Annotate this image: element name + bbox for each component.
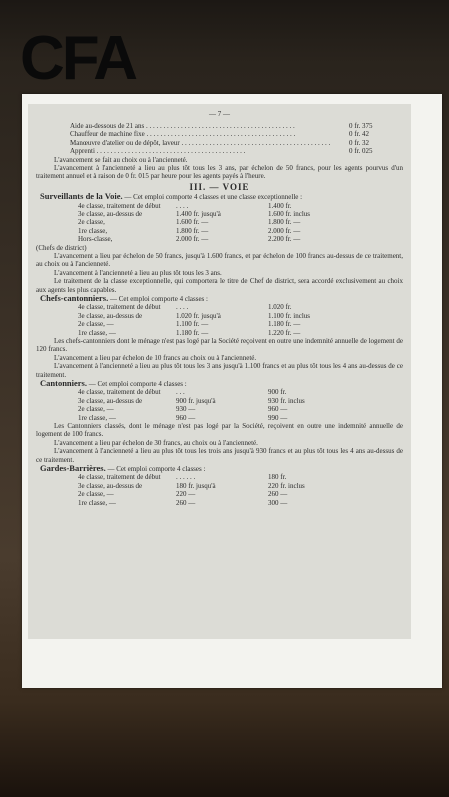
wage-amount: 0 fr. 375 xyxy=(349,122,373,130)
paragraph: L'avancement à l'ancienneté a lieu au plus tôt tous les 3 ans. xyxy=(54,268,222,277)
wage-row xyxy=(36,139,403,147)
cell: 1re classe, — xyxy=(78,413,116,422)
cell: 960 — xyxy=(268,405,288,414)
cell: 1.800 fr. — xyxy=(176,226,209,235)
wage-amount: 0 fr. 32 xyxy=(349,138,370,147)
cell: 260 — xyxy=(268,490,288,499)
section-heading: Cantonniers. xyxy=(40,378,87,389)
chefs-section xyxy=(28,294,411,379)
section-intro: — Cet emploi comporte 4 classes et une classe exceptionnelle : xyxy=(124,193,303,202)
cell: 1.600 fr. inclus xyxy=(268,210,310,219)
salary-table xyxy=(78,388,403,422)
paragraph: L'avancement a lieu par échelon de 30 francs, au choix ou à l'ancienneté. xyxy=(54,438,258,447)
paragraph: L'avancement à l'ancienneté a lieu au plus tôt tous les trois ans jusqu'à 930 francs et au plus tôt tous les 4 ans au-dessus de ce traitement. xyxy=(36,447,403,464)
table-row xyxy=(78,227,403,235)
cell: 2e classe, — xyxy=(78,320,114,329)
cell: 2e classe, — xyxy=(78,490,114,499)
cell: 4e classe, traitement de début xyxy=(78,473,161,482)
cell: 2.200 fr. — xyxy=(268,235,301,244)
table-row xyxy=(78,218,403,226)
paragraph: L'avancement à l'ancienneté a lieu au plus tôt tous les 3 ans jusqu'à 1.100 francs et au plus tôt tous les 4 ans au-dessus de ce traitement. xyxy=(36,362,403,379)
cell: . . . . . . xyxy=(176,473,196,482)
cell: 1.400 fr. xyxy=(268,201,292,210)
table-row xyxy=(78,397,403,405)
cell: 1re classe, — xyxy=(78,498,116,507)
watermark-logo: CFA xyxy=(20,24,135,93)
cell: 180 fr. xyxy=(268,473,287,482)
cell: 3e classe, au-dessus de xyxy=(78,481,143,490)
cell: 220 fr. inclus xyxy=(268,481,305,490)
cell: 1.180 fr. — xyxy=(268,320,301,329)
section-title: III. — VOIE xyxy=(189,181,250,192)
section-heading: Chefs-cantonniers. xyxy=(40,293,109,304)
cell: 1.020 fr. xyxy=(268,303,292,312)
wage-amount: 0 fr. 42 xyxy=(349,130,370,139)
table-row xyxy=(78,235,403,243)
section-intro: — Cet emploi comporte 4 classes : xyxy=(88,380,187,389)
cell: 1.180 fr. — xyxy=(176,328,209,337)
section-intro: — Cet emploi comporte 4 classes : xyxy=(107,465,206,474)
surveillants-section xyxy=(28,192,411,294)
paragraph: Les Cantonniers classés, dont le ménage n'est pas logé par la Société, reçoivent en outre une indemnité annuelle de logement de 100 francs. xyxy=(36,422,403,439)
cell: 180 fr. jusqu'à xyxy=(176,481,216,490)
cell: 3e classe, au-dessus de xyxy=(78,311,143,320)
paragraph: Le traitement de la classe exceptionnelle, qui comportera le titre de Chef de district, sera accordé exclusivement au choix aux agents les plus capables. xyxy=(36,277,403,294)
cell: 4e classe, traitement de début xyxy=(78,388,161,397)
paragraph: Les chefs-cantonniers dont le ménage n'est pas logé par la Société reçoivent en outre une indemnité annuelle de logement de 120 francs. xyxy=(36,337,403,354)
cantonniers-section xyxy=(28,379,411,464)
cell: 1.020 fr. jusqu'à xyxy=(176,311,221,320)
cell: 990 — xyxy=(268,413,288,422)
cell: 2.000 fr. — xyxy=(268,226,301,235)
cell: 260 — xyxy=(176,498,196,507)
wage-label: Chauffeur de machine fixe . . . xyxy=(70,130,349,138)
cell: 1.100 fr. inclus xyxy=(268,311,310,320)
wage-list xyxy=(28,122,411,181)
cell: . . . . xyxy=(176,201,189,210)
table-row xyxy=(78,499,403,507)
salary-table xyxy=(78,202,403,244)
table-row xyxy=(78,388,403,396)
table-row xyxy=(78,414,403,422)
cell: 3e classe, au-dessus de xyxy=(78,210,143,219)
section-heading: Surveillants de la Voie. xyxy=(40,191,123,202)
cell: . . . xyxy=(176,388,185,397)
cell: (Chefs de district) xyxy=(36,243,87,252)
wage-row xyxy=(36,147,403,155)
cell: 930 fr. inclus xyxy=(268,396,305,405)
cell: 4e classe, traitement de début xyxy=(78,303,161,312)
page-number: — 7 — xyxy=(209,110,230,118)
cell: 1.220 fr. — xyxy=(268,328,301,337)
cell: 220 — xyxy=(176,490,196,499)
cell: 930 — xyxy=(176,405,196,414)
wage-label: Aide au-dessous de 21 ans . . . xyxy=(70,122,349,130)
table-row xyxy=(78,320,403,328)
cell: 1.800 fr. — xyxy=(268,218,301,227)
paragraph: L'avancement a lieu par échelon de 50 francs, jusqu'à 1.600 francs, et par échelon de 100 francs au-dessus de ce traitement, au choix ou à l'ancienneté. xyxy=(36,252,403,269)
gardes-section xyxy=(28,464,411,507)
table-row xyxy=(78,329,403,337)
document-page xyxy=(28,104,411,639)
wage-label: Apprenti . . . xyxy=(70,147,349,155)
wage-row xyxy=(36,122,403,130)
cell: 2e classe, xyxy=(78,218,105,227)
table-row xyxy=(78,405,403,413)
table-row xyxy=(78,473,403,481)
wage-row xyxy=(36,130,403,138)
cell: 1.400 fr. jusqu'à xyxy=(176,210,221,219)
cell: 4e classe, traitement de début xyxy=(78,201,161,210)
salary-table xyxy=(78,473,403,507)
cell: 2e classe, — xyxy=(78,405,114,414)
table-row xyxy=(36,244,403,252)
cell: 1.600 fr. — xyxy=(176,218,209,227)
cell: 1re classe, — xyxy=(78,328,116,337)
cell: 1.100 fr. — xyxy=(176,320,209,329)
wage-amount: 0 fr. 025 xyxy=(349,147,373,156)
table-row xyxy=(78,490,403,498)
table-row xyxy=(78,202,403,210)
section-intro: — Cet emploi comporte 4 classes : xyxy=(109,295,208,304)
cell: 300 — xyxy=(268,498,288,507)
section-heading: Gardes-Barrières. xyxy=(40,463,106,474)
cell: 900 fr. xyxy=(268,388,287,397)
paragraph: L'avancement a lieu par échelon de 10 francs au choix ou à l'ancienneté. xyxy=(54,353,257,362)
wage-label: Manœuvre d'atelier ou de dépôt, laveur . . . xyxy=(70,139,349,147)
cell: 900 fr. jusqu'à xyxy=(176,396,216,405)
table-row xyxy=(78,482,403,490)
paragraph: L'avancement à l'ancienneté a lieu au plus tôt tous les 3 ans, par échelon de 50 francs, pour les agents pourvus d'un traitement annuel et à raison de 0 fr. 015 par heure pour les agents payés à l'heure. xyxy=(36,164,403,181)
salary-table xyxy=(78,303,403,337)
cell: Hors-classe, xyxy=(78,235,113,244)
table-row xyxy=(78,303,403,311)
cell: 3e classe, au-dessus de xyxy=(78,396,143,405)
paragraph: L'avancement se fait au choix ou à l'ancienneté. xyxy=(54,155,188,164)
cell: 1re classe, xyxy=(78,226,108,235)
table-row xyxy=(78,312,403,320)
cell: 960 — xyxy=(176,413,196,422)
table-row xyxy=(78,210,403,218)
cell: . . . . xyxy=(176,303,189,312)
cell: 2.000 fr. — xyxy=(176,235,209,244)
